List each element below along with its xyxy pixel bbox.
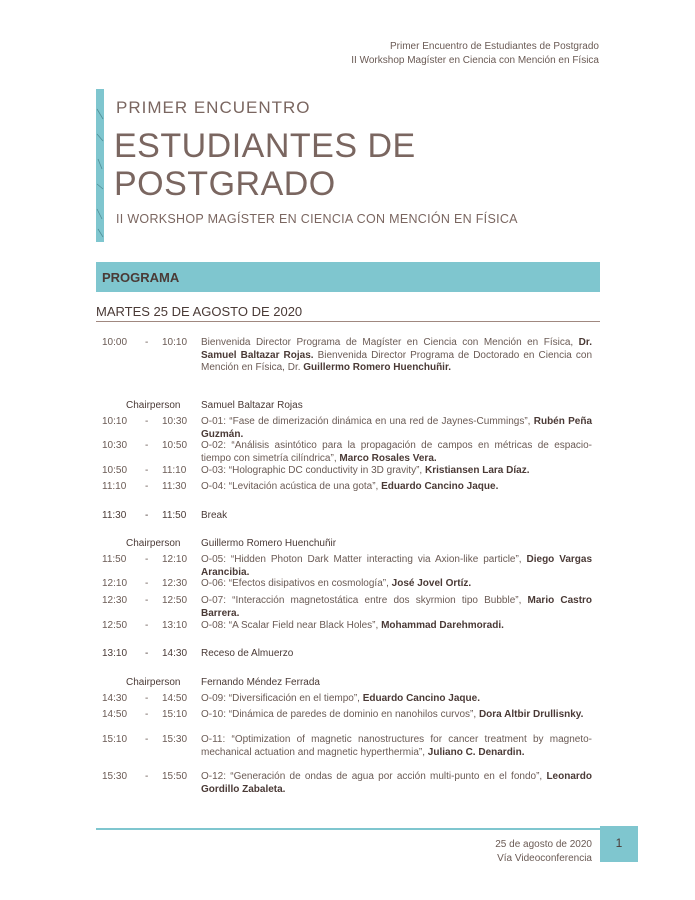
time-start: 12:50 bbox=[102, 620, 128, 631]
time-dash: - bbox=[145, 416, 149, 427]
time-end: 12:50 bbox=[162, 595, 188, 606]
time-start: 15:10 bbox=[102, 734, 128, 745]
time-start: 15:30 bbox=[102, 771, 128, 782]
time-end: 15:30 bbox=[162, 734, 188, 745]
welcome-description bbox=[201, 337, 592, 375]
talk-author: Rubén Peña Guzmán. bbox=[201, 416, 593, 440]
running-header-line1: Primer Encuentro de Estudiantes de Postgrado bbox=[389, 41, 599, 52]
talk-description bbox=[201, 465, 592, 478]
chair-name: Guillermo Romero Huenchuñir bbox=[201, 538, 337, 549]
talk-title: O-07: “Interacción magnetostática entre dos skyrmion tipo Bubble”, bbox=[201, 595, 522, 606]
talk-title: O-10: “Dinámica de paredes de dominio en nanohilos curvos”, bbox=[201, 709, 477, 720]
talk-author: Kristiansen Lara Díaz. bbox=[424, 465, 530, 476]
time-dash: - bbox=[145, 337, 149, 348]
talk-author: Eduardo Cancino Jaque. bbox=[381, 481, 499, 492]
time-dash: - bbox=[145, 648, 149, 659]
welcome-text2: Bienvenida Director Programa de Doctorado en Ciencia con Mención en Física, bbox=[201, 349, 593, 373]
time-start: 10:00 bbox=[102, 337, 128, 348]
time-dash: - bbox=[145, 440, 149, 451]
time-start: 10:50 bbox=[102, 465, 128, 476]
time-start: 12:10 bbox=[102, 578, 128, 589]
time-start: 12:30 bbox=[102, 595, 128, 606]
time-dash: - bbox=[145, 578, 149, 589]
time-dash: - bbox=[145, 554, 149, 565]
talk-title: O-06: “Efectos disipativos en cosmología”, bbox=[201, 578, 389, 589]
time-end: 10:10 bbox=[162, 337, 188, 348]
time-start: 10:10 bbox=[102, 416, 128, 427]
talk-author: Dora Altbir Drullisnky. bbox=[478, 709, 584, 720]
talk-title: O-12: “Generación de ondas de agua por acción multi-punto en el fondo”, bbox=[201, 771, 543, 782]
talk-title: O-02: “Análisis asintótico para la propagación de campos en métricas de espacio-tiempo con simetría cilíndrica”, bbox=[201, 440, 592, 464]
title-main-line1: ESTUDIANTES DE bbox=[114, 127, 416, 165]
talk-author: Marco Rosales Vera. bbox=[339, 452, 437, 464]
time-dash: - bbox=[145, 510, 149, 521]
talk-description bbox=[201, 595, 592, 620]
talk-description bbox=[201, 771, 592, 796]
time-end: 11:10 bbox=[162, 465, 187, 476]
talk-author: Diego Vargas Arancibia. bbox=[201, 554, 593, 578]
talk-title: O-11: “Optimization of magnetic nanostructures for cancer treatment by magneto-mechanical actuation and magnetic hyperthermia”, bbox=[201, 734, 592, 758]
page-number: 1 bbox=[615, 836, 623, 850]
day-heading: MARTES 25 DE AGOSTO DE 2020 bbox=[96, 304, 303, 319]
time-end: 15:50 bbox=[162, 771, 188, 782]
talk-author: Leonardo Gordillo Zabaleta. bbox=[201, 771, 592, 795]
time-start: 14:30 bbox=[102, 693, 128, 704]
time-end: 14:30 bbox=[162, 648, 188, 659]
talk-author: Juliano C. Denardin. bbox=[427, 746, 525, 758]
time-start: 11:50 bbox=[102, 554, 127, 565]
time-end: 11:30 bbox=[162, 481, 187, 492]
talk-description bbox=[201, 693, 592, 706]
talk-author: Eduardo Cancino Jaque. bbox=[362, 693, 480, 704]
time-dash: - bbox=[145, 734, 149, 745]
chair-name: Fernando Méndez Ferrada bbox=[201, 677, 320, 688]
time-start: 11:30 bbox=[102, 510, 127, 521]
talk-title: O-03: “Holographic DC conductivity in 3D gravity”, bbox=[201, 465, 423, 476]
talk-description bbox=[201, 416, 592, 441]
talk-title: O-01: “Fase de dimerización dinámica en una red de Jaynes-Cummings”, bbox=[201, 416, 531, 427]
time-end: 15:10 bbox=[162, 709, 188, 720]
lunch-label: Receso de Almuerzo bbox=[201, 648, 294, 659]
running-header-line2: II Workshop Magíster en Ciencia con Mención en Física bbox=[351, 55, 599, 66]
time-start: 10:30 bbox=[102, 440, 128, 451]
talk-description bbox=[201, 481, 592, 494]
section-banner bbox=[96, 262, 600, 292]
time-dash: - bbox=[145, 481, 149, 492]
talk-author: José Jovel Ortíz. bbox=[391, 578, 472, 589]
time-dash: - bbox=[145, 595, 149, 606]
time-end: 12:30 bbox=[162, 578, 188, 589]
time-end: 10:30 bbox=[162, 416, 188, 427]
title-workshop: II WORKSHOP MAGÍSTER EN CIENCIA CON MENCIÓN EN FÍSICA bbox=[116, 212, 518, 226]
time-end: 12:10 bbox=[162, 554, 188, 565]
footer-info bbox=[495, 838, 592, 866]
talk-description bbox=[201, 709, 592, 722]
section-title: PROGRAMA bbox=[102, 270, 180, 285]
time-dash: - bbox=[145, 620, 149, 631]
time-dash: - bbox=[145, 693, 149, 704]
time-dash: - bbox=[145, 465, 149, 476]
day-divider bbox=[96, 321, 600, 322]
decorative-pattern-icon bbox=[96, 89, 104, 242]
footer-venue: Vía Videoconferencia bbox=[497, 853, 592, 864]
time-end: 14:50 bbox=[162, 693, 188, 704]
running-header bbox=[351, 40, 599, 68]
footer-date: 25 de agosto de 2020 bbox=[495, 839, 592, 850]
talk-description bbox=[201, 578, 592, 591]
chair-label: Chairperson bbox=[126, 677, 181, 688]
time-end: 10:50 bbox=[162, 440, 188, 451]
welcome-name2: Guillermo Romero Huenchuñir. bbox=[303, 362, 452, 373]
time-end: 13:10 bbox=[162, 620, 188, 631]
time-start: 13:10 bbox=[102, 648, 128, 659]
talk-title: O-09: “Diversificación en el tiempo”, bbox=[201, 693, 360, 704]
title-main-line2: POSTGRADO bbox=[114, 165, 336, 203]
time-dash: - bbox=[145, 709, 149, 720]
time-start: 11:10 bbox=[102, 481, 127, 492]
talk-title: O-04: “Levitación acústica de una gota”, bbox=[201, 481, 379, 492]
talk-description bbox=[201, 734, 592, 759]
time-start: 14:50 bbox=[102, 709, 128, 720]
title-small: PRIMER ENCUENTRO bbox=[116, 98, 311, 117]
title-accent-bar bbox=[96, 89, 104, 242]
chair-label: Chairperson bbox=[126, 400, 181, 411]
talk-description bbox=[201, 554, 592, 579]
footer-divider bbox=[96, 828, 600, 830]
time-end: 11:50 bbox=[162, 510, 187, 521]
time-dash: - bbox=[145, 771, 149, 782]
page-number-box bbox=[600, 826, 638, 862]
welcome-text1: Bienvenida Director Programa de Magíster en Ciencia con Mención en Física, bbox=[201, 337, 574, 348]
talk-title: O-05: “Hidden Photon Dark Matter interacting via Axion-like particle”, bbox=[201, 554, 522, 565]
talk-author: Mohammad Darehmoradi. bbox=[381, 620, 504, 631]
talk-description bbox=[201, 440, 592, 465]
chair-label: Chairperson bbox=[126, 538, 181, 549]
talk-description bbox=[201, 620, 592, 633]
talk-title: O-08: “A Scalar Field near Black Holes”, bbox=[201, 620, 379, 631]
welcome-prefix2: Dr. bbox=[287, 362, 301, 373]
talk-author: Mario Castro Barrera. bbox=[201, 595, 593, 619]
break-label: Break bbox=[201, 510, 228, 521]
welcome-name1: Dr. Samuel Baltazar Rojas. bbox=[201, 337, 592, 361]
chair-name: Samuel Baltazar Rojas bbox=[201, 400, 303, 411]
